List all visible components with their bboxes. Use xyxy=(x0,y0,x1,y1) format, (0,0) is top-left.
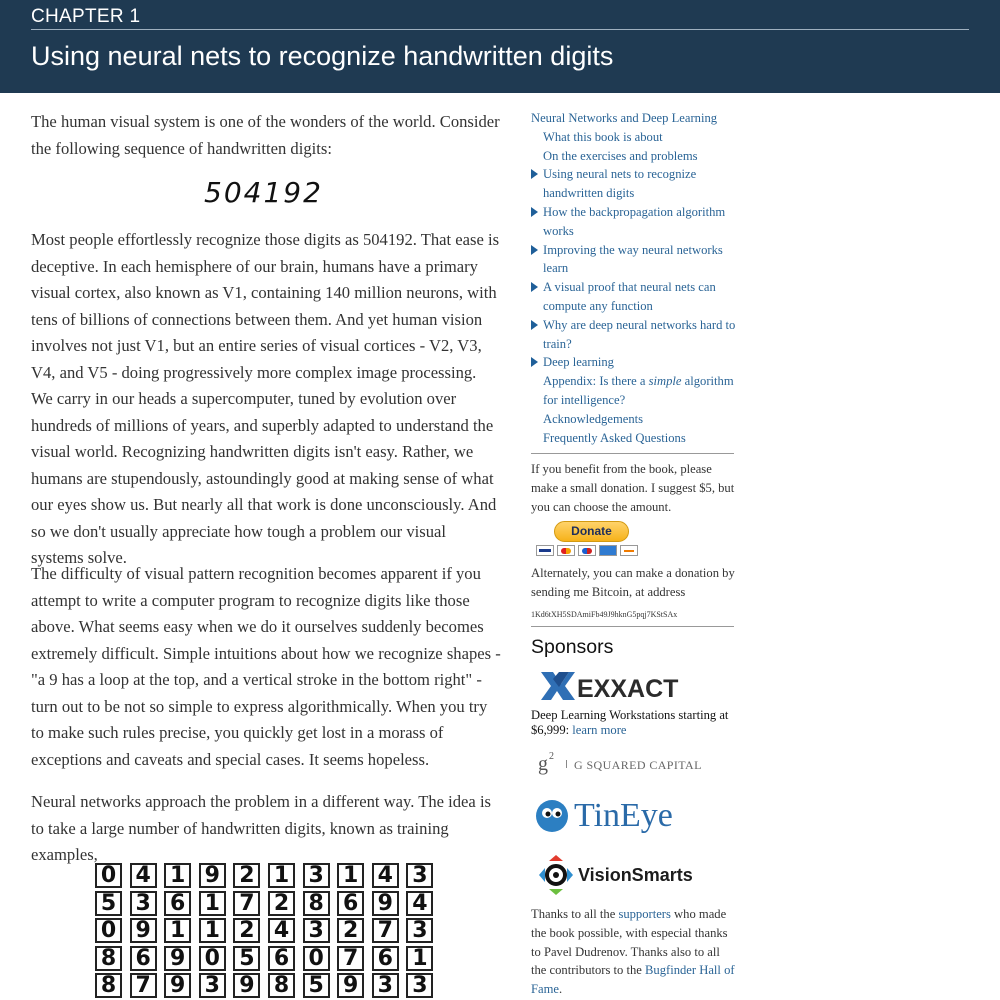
toc-item[interactable]: Using neural nets to recognize handwritten digits xyxy=(543,167,697,201)
toc-expand-arrow-icon[interactable] xyxy=(531,282,538,292)
mnist-digit-cell: 2 xyxy=(233,918,260,943)
mnist-digit-cell: 9 xyxy=(164,973,191,998)
bitcoin-text: Alternately, you can make a donation by sending me Bitcoin, at address xyxy=(531,566,735,599)
mnist-digit-cell: 3 xyxy=(406,973,433,998)
mnist-digit-cell: 0 xyxy=(303,946,330,971)
exxact-logo[interactable] xyxy=(539,667,699,705)
toc-home-link[interactable]: Neural Networks and Deep Learning xyxy=(531,111,718,125)
chapter-header xyxy=(0,0,1000,93)
mnist-digit-cell: 1 xyxy=(406,946,433,971)
mnist-digit-cell: 2 xyxy=(233,863,260,888)
paragraph-difficulty: The difficulty of visual pattern recognition becomes apparent if you attempt to write a computer program to recognize digits like those above. What seems easy when we do it ourselves suddenly becomes extremely difficult. Simple intuitions about how we recognize shapes - "a 9 has a loop at the top, and a vertical stroke in the bottom right" - turn out to be not so simple to express algorithmically. When you try to make such rules precise, you quickly get lost in a morass of exceptions and caveats and special cases. It seems hopeless. xyxy=(31,564,501,769)
chapter-label: CHAPTER 1 xyxy=(31,6,141,27)
handwritten-digits-text: 504192 xyxy=(204,176,323,209)
page-title: Using neural nets to recognize handwritten digits xyxy=(31,41,614,71)
payment-cards xyxy=(536,545,646,557)
sidebar-divider-2 xyxy=(531,626,734,627)
toc-expand-arrow-icon[interactable] xyxy=(531,357,538,367)
mnist-digit-cell: 0 xyxy=(95,863,122,888)
exxact-text: Deep Learning Workstations starting at $6,999: xyxy=(531,708,729,737)
thanks-text-end: . xyxy=(558,982,563,997)
header-divider xyxy=(31,29,969,30)
visa-card-icon xyxy=(536,545,554,556)
toc-item[interactable]: What this book is about xyxy=(543,129,663,144)
mnist-digit-cell: 7 xyxy=(337,946,364,971)
g-squared-logo-text: G SQUARED CAPITAL xyxy=(574,758,702,772)
maestro-card-icon xyxy=(578,545,596,556)
mnist-digit-cell: 9 xyxy=(372,891,399,916)
mnist-digit-cell: 6 xyxy=(337,891,364,916)
mnist-digit-cell: 0 xyxy=(95,918,122,943)
mnist-digit-cell: 8 xyxy=(303,891,330,916)
mnist-digit-cell: 6 xyxy=(372,946,399,971)
mnist-digit-cell: 6 xyxy=(164,891,191,916)
mnist-digit-cell: 1 xyxy=(268,863,295,888)
toc-item[interactable]: Acknowledgements xyxy=(543,411,644,426)
paragraph-intro: The human visual system is one of the wonders of the world. Consider the following sequence of handwritten digits: xyxy=(31,112,500,158)
mnist-digit-cell: 3 xyxy=(130,891,157,916)
thanks-text-start: Thanks to all the xyxy=(531,907,619,921)
toc-expand-arrow-icon[interactable] xyxy=(531,245,538,255)
mnist-digits-image xyxy=(95,860,440,1000)
mnist-digit-cell: 3 xyxy=(372,973,399,998)
toc-item[interactable]: How the backpropagation algorithm works xyxy=(543,205,726,238)
toc-item[interactable]: On the exercises and problems xyxy=(543,148,698,163)
mnist-digit-cell: 7 xyxy=(372,918,399,943)
bugfinder-hall-of-fame-link[interactable]: Bugfinder Hall of Fame xyxy=(531,963,735,997)
mnist-digit-cell: 8 xyxy=(268,973,295,998)
mnist-digit-cell: 1 xyxy=(199,918,226,943)
mnist-digit-cell: 1 xyxy=(164,863,191,888)
handwritten-digits-image xyxy=(202,176,332,210)
mnist-digit-cell: 3 xyxy=(406,918,433,943)
mnist-digit-cell: 3 xyxy=(406,863,433,888)
amex-card-icon xyxy=(599,545,617,556)
tineye-logo[interactable] xyxy=(536,793,706,839)
mnist-digit-cell: 4 xyxy=(406,891,433,916)
thanks-text-middle: who made the book possible, with especial thanks to Pavel Dudrenov. Thanks also to all the contributors to the xyxy=(531,907,728,978)
svg-text:g: g xyxy=(538,753,548,775)
mnist-digit-cell: 8 xyxy=(95,973,122,998)
mnist-digit-cell: 4 xyxy=(372,863,399,888)
mnist-digit-cell: 3 xyxy=(303,918,330,943)
visionsmarts-logo-text: VisionSmarts xyxy=(578,865,693,885)
mnist-digit-cell: 5 xyxy=(303,973,330,998)
donation-text: If you benefit from the book, please make a small donation. I suggest $5, but you can choose the amount. xyxy=(531,462,735,514)
mnist-digit-cell: 5 xyxy=(95,891,122,916)
mnist-digit-cell: 9 xyxy=(199,863,226,888)
mnist-digit-cell: 4 xyxy=(268,918,295,943)
mastercard-icon xyxy=(557,545,575,556)
g-squared-logo[interactable] xyxy=(536,749,706,779)
toc-item[interactable]: Frequently Asked Questions xyxy=(543,430,686,445)
mnist-digit-cell: 9 xyxy=(233,973,260,998)
mnist-digit-cell: 6 xyxy=(268,946,295,971)
discover-card-icon xyxy=(620,545,638,556)
mnist-digit-cell: 0 xyxy=(199,946,226,971)
mnist-digit-cell: 2 xyxy=(268,891,295,916)
mnist-digit-cell: 1 xyxy=(164,918,191,943)
bitcoin-address: 1Kd6tXH5SDAmiFb49J9hknG5pqj7KStSAx xyxy=(531,610,678,619)
sponsors-heading: Sponsors xyxy=(531,636,614,658)
mnist-digit-cell: 9 xyxy=(130,918,157,943)
toc-item[interactable]: Appendix: Is there a simple algorithm for intelligence? xyxy=(543,374,734,407)
sidebar-divider xyxy=(531,453,734,454)
paragraph-visual-cortex: Most people effortlessly recognize those digits as 504192. That ease is deceptive. In each hemisphere of our brain, humans have a primary visual cortex, also known as V1, containing 140 million neurons, with tens of billions of connections between them. And yet human vision involves not just V1, but an entire series of visual cortices - V2, V3, V4, and V5 - doing progressively more complex image processing. We carry in our heads a supercomputer, tuned by evolution over hundreds of millions of years, and superbly adapted to understand the visual world. Recognizing handwritten digits isn't easy. Rather, we humans are stupendously, astoundingly good at making sense of what our eyes show us. But nearly all that work is done unconsciously. And so we don't usually appreciate how tough a problem our visual systems solve. xyxy=(31,230,500,567)
supporters-link[interactable]: supporters xyxy=(618,907,671,921)
mnist-digit-cell: 6 xyxy=(130,946,157,971)
mnist-digit-cell: 8 xyxy=(95,946,122,971)
toc-expand-arrow-icon[interactable] xyxy=(531,207,538,217)
toc-item[interactable]: Why are deep neural networks hard to train? xyxy=(543,317,736,351)
mnist-digit-cell: 7 xyxy=(130,973,157,998)
toc-expand-arrow-icon[interactable] xyxy=(531,169,538,179)
mnist-digit-cell: 9 xyxy=(164,946,191,971)
mnist-digit-cell: 7 xyxy=(233,891,260,916)
mnist-digit-cell: 1 xyxy=(199,891,226,916)
mnist-digit-cell: 9 xyxy=(337,973,364,998)
paragraph-neural-networks: Neural networks approach the problem in a different way. The idea is to take a large number of handwritten digits, known as training examples, xyxy=(31,792,492,864)
svg-text:2: 2 xyxy=(549,751,554,762)
toc-item[interactable]: Deep learning xyxy=(543,355,614,370)
toc-item[interactable]: Improving the way neural networks learn xyxy=(543,242,723,276)
mnist-digit-cell: 3 xyxy=(303,863,330,888)
donate-button[interactable]: Donate xyxy=(554,521,629,542)
mnist-digit-cell: 3 xyxy=(199,973,226,998)
mnist-digit-cell: 5 xyxy=(233,946,260,971)
tineye-logo-text: TinEye xyxy=(574,797,673,834)
exxact-logo-text: EXXACT xyxy=(577,675,679,703)
toc-item[interactable]: A visual proof that neural nets can compute any function xyxy=(543,280,716,313)
mnist-digit-cell: 4 xyxy=(130,863,157,888)
thanks-text xyxy=(531,905,735,999)
donate-widget xyxy=(536,521,648,559)
mnist-digit-cell: 1 xyxy=(337,863,364,888)
learn-more-link[interactable]: learn more xyxy=(572,723,627,737)
visionsmarts-logo[interactable] xyxy=(536,851,706,899)
mnist-digit-cell: 2 xyxy=(337,918,364,943)
exxact-description xyxy=(531,708,735,738)
toc-expand-arrow-icon[interactable] xyxy=(531,320,538,330)
